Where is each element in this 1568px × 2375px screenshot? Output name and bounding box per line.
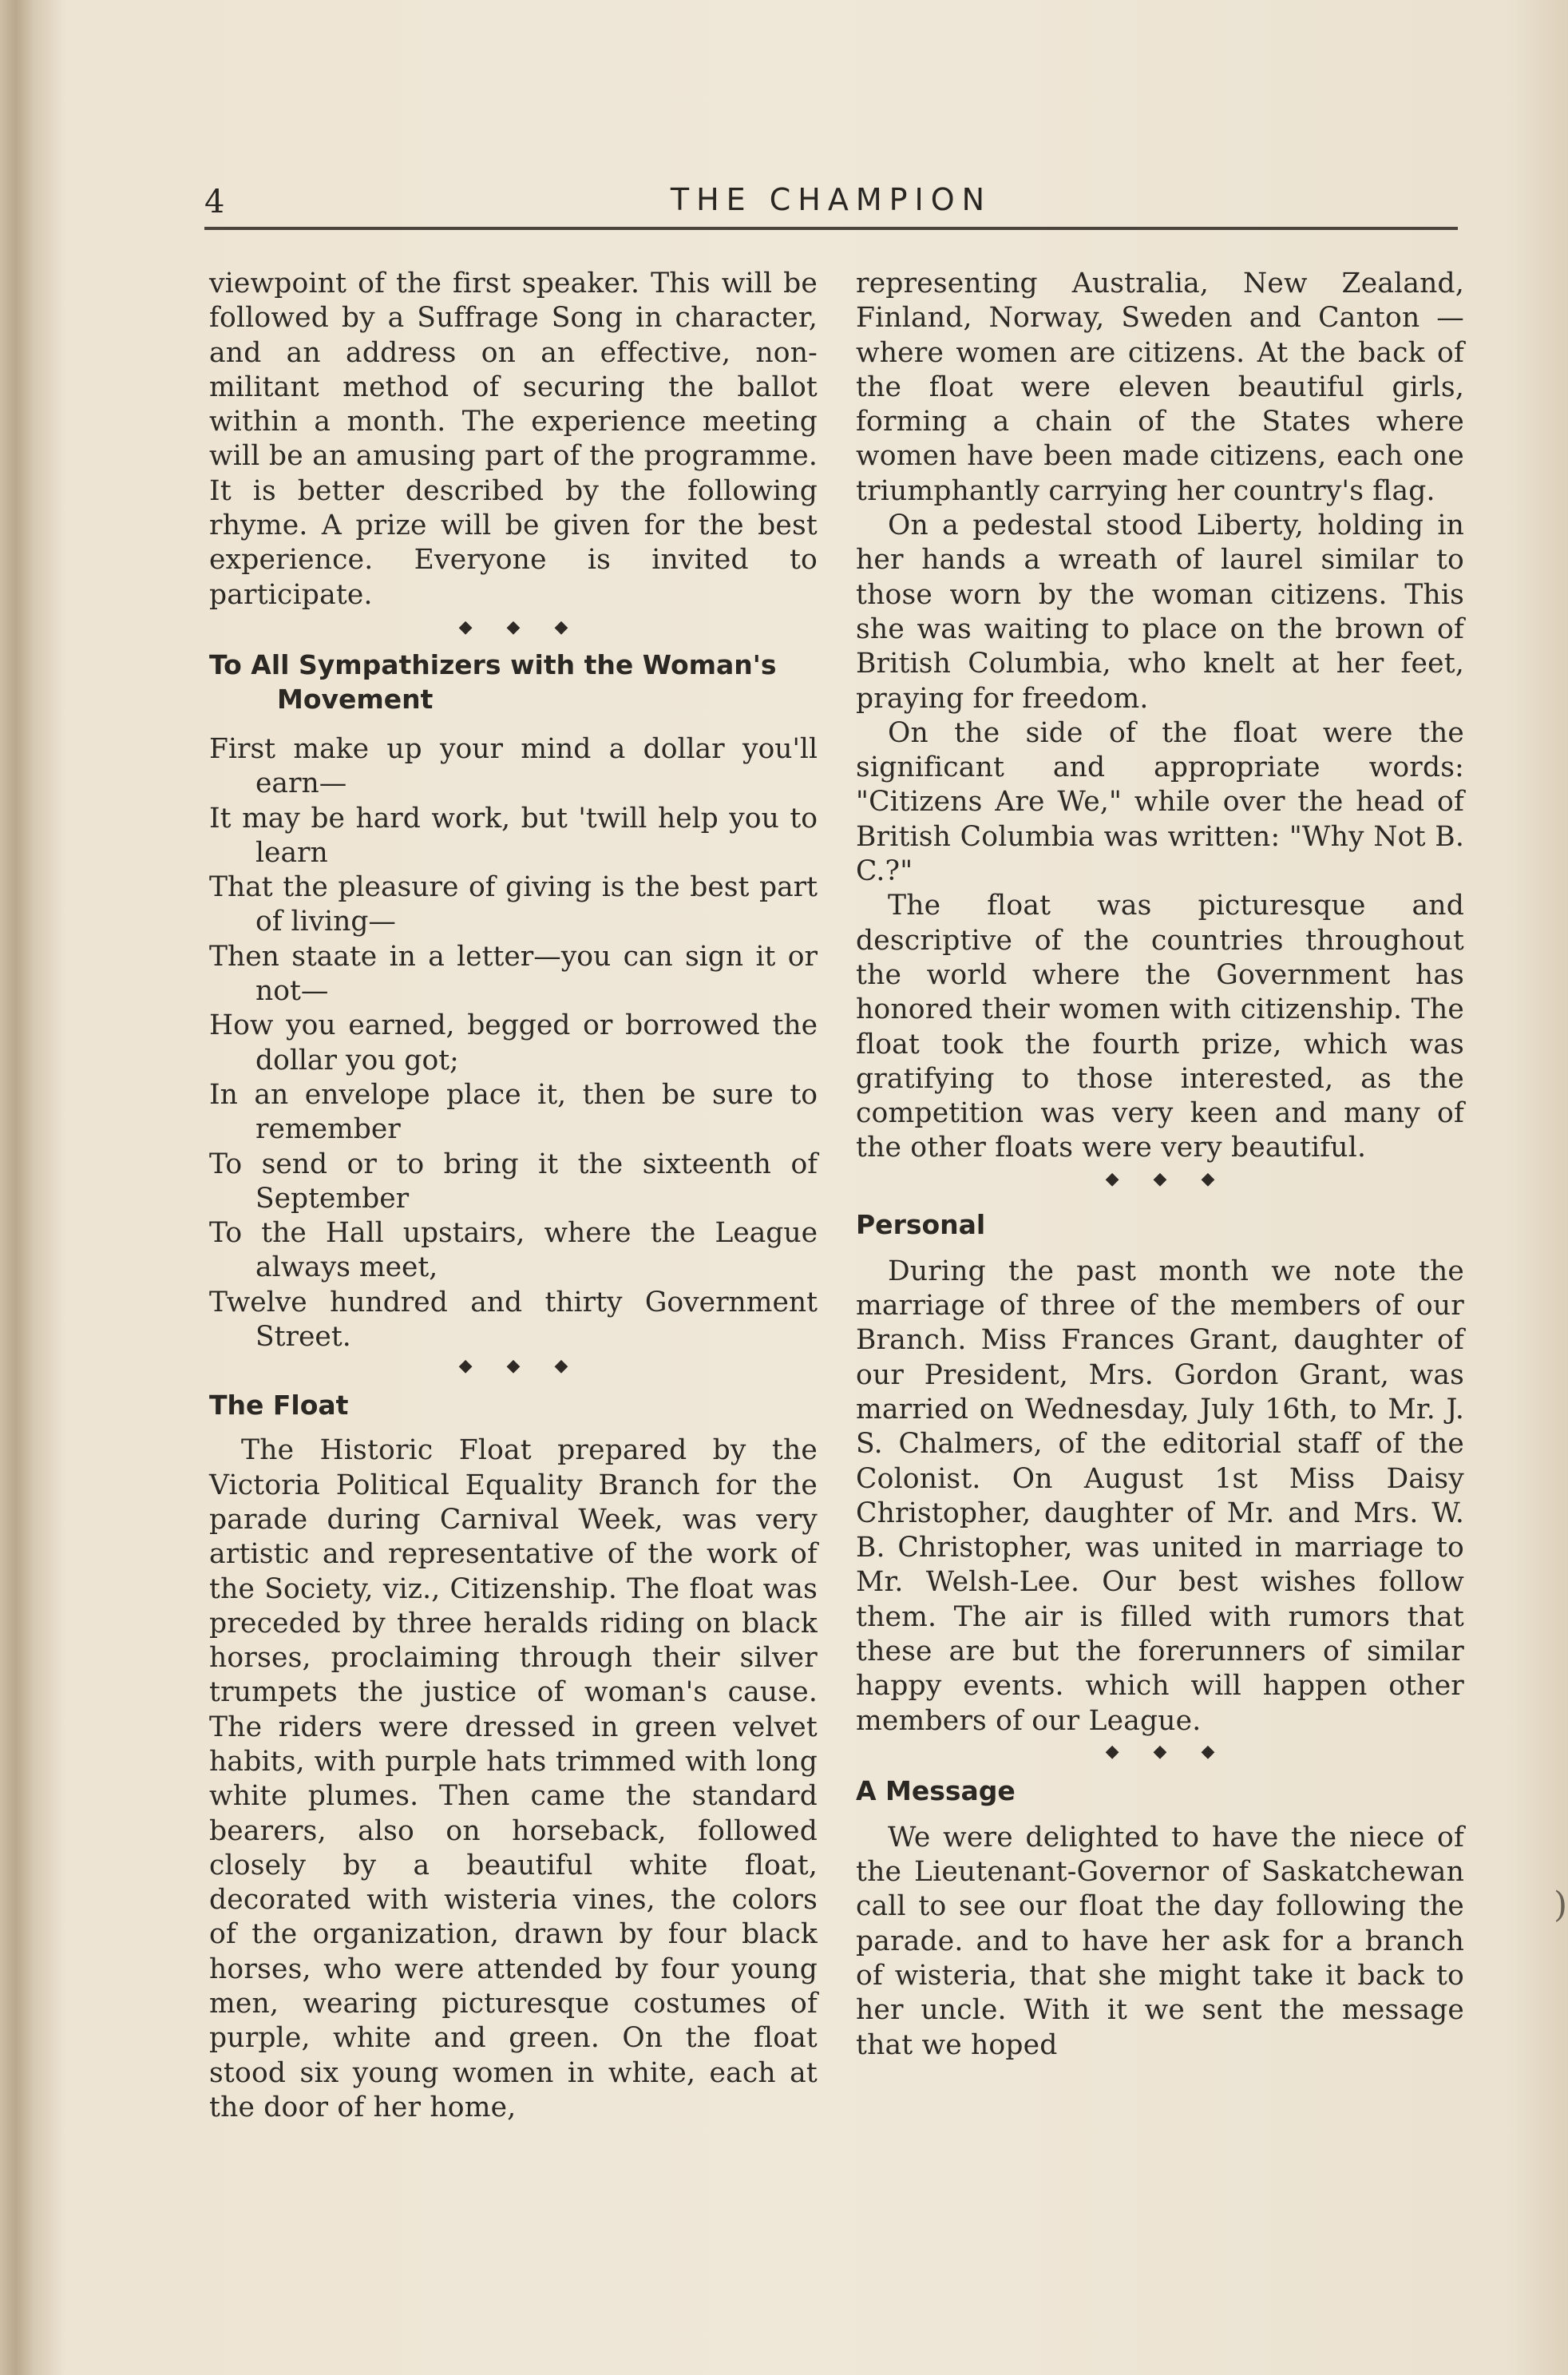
verse-line: That the pleasure of giving is the best part of living— — [209, 871, 818, 938]
right-column — [856, 267, 1464, 2063]
paragraph-float-continued: representing Australia, New Zealand, Finland, Norway, Sweden and Canton —where women are citizens. At the back of the float were eleven beautiful girls, forming a chain of the States where women have been made citizens, each one triumphantly carrying her country's flag. — [856, 268, 1464, 507]
verse-line: In an envelope place it, then be sure to remember — [209, 1078, 818, 1146]
paragraph-the-float: The Historic Float prepared by the Victoria Political Equality Branch for the parade during Carnival Week, was very artistic and representative of the work of the Society, viz., Citizenship. The float was preceded by three heralds riding on black horses, proclaiming through their silver trumpets the justice of woman's cause. The riders were dressed in green velvet habits, with purple hats trimmed with long white plumes. Then came the standard bearers, also on horseback, followed closely by a beautiful white float, decorated with wisteria vines, the colors of the organization, drawn by four black horses, who were attended by four young men, wearing picturesque costumes of purple, white and green. On the float stood six young women in white, each at the door of her home, — [209, 1434, 818, 2123]
verse-line: How you earned, begged or borrowed the dollar you got; — [209, 1009, 818, 1076]
heading-personal: Personal — [856, 1208, 986, 1240]
section-ornament: ◆ ◆ ◆ — [458, 617, 583, 637]
heading-a-message: A Message — [856, 1774, 1016, 1806]
verse-line: First make up your mind a dollar you'll earn— — [209, 732, 818, 800]
heading-sympathizers-line1: To All Sympathizers with the Woman's — [209, 648, 777, 680]
book-binding — [0, 0, 35, 2375]
section-ornament: ◆ ◆ ◆ — [1105, 1168, 1229, 1189]
section-ornament: ◆ ◆ ◆ — [1105, 1741, 1229, 1762]
section-ornament: ◆ ◆ ◆ — [458, 1356, 583, 1377]
paragraph-float-prize: The float was picturesque and descriptive of the countries throughout the world where the Government has honored their women with citizenship. The float took the fourth prize, which was gratifying to those interested, as the competition was very keen and many of the other floats were very beautiful. — [856, 890, 1464, 1164]
margin-mark: ) — [1554, 1885, 1568, 1925]
paragraph-personal: During the past month we note the marriage of three of the members of our Branch. Miss Frances Grant, daughter of our President, Mrs. Gordon Grant, was married on Wednesday, July 16th, to Mr. J. S. Chalmers, of the editorial staff of the Colonist. On August 1st Miss Daisy Christopher, daughter of Mr. and Mrs. W. B. Christopher, was united in marriage to Mr. Welsh-Lee. Our best wishes follow them. The air is filled with rumors that these are but the forerunners of similar happy events. which will happen other members of our League. — [856, 1255, 1464, 1737]
page-number: 4 — [204, 184, 225, 220]
heading-sympathizers-line2: Movement — [277, 683, 434, 715]
verse-line: Twelve hundred and thirty Government Street. — [209, 1286, 818, 1354]
paragraph-float-words: On the side of the float were the significant and appropriate words: "Citizens Are We," while over the head of British Columbia was written: "Why Not B. C.?" — [856, 716, 1464, 888]
verse-line: To send or to bring it the sixteenth of September — [209, 1148, 818, 1215]
heading-the-float: The Float — [209, 1390, 349, 1421]
header-rule — [204, 227, 1458, 230]
verse-line: Then staate in a letter—you can sign it or not— — [209, 940, 818, 1008]
page-header — [204, 174, 1458, 230]
paragraph-liberty: On a pedestal stood Liberty, holding in her hands a wreath of laurel similar to those worn by the woman citizens. This she was waiting to place on the brown of British Columbia, who knelt at her feet, praying for freedom. — [856, 509, 1464, 715]
paragraph-a-message: We were delighted to have the niece of the Lieutenant-Governor of Saskatchewan call to see our float the day following the parade. and to have her ask for a branch of wisteria, that she might take it back to her uncle. With it we sent the message that we hoped — [856, 1821, 1464, 2061]
heading-sympathizers — [209, 648, 818, 716]
running-title: THE CHAMPION — [670, 182, 992, 217]
verse-line: It may be hard work, but 'twill help you to learn — [209, 802, 818, 869]
verse-line: To the Hall upstairs, where the League always meet, — [209, 1217, 818, 1284]
rhyme-verse — [209, 732, 818, 1354]
paragraph-continued: viewpoint of the first speaker. This will be followed by a Suffrage Song in character, and an address on an effective, non-militant method of securing the ballot within a month. The experience meeting will be an amusing part of the programme. It is better described by the following rhyme. A prize will be given for the best experience. Everyone is invited to participate. — [209, 268, 818, 611]
left-column — [209, 267, 818, 2125]
